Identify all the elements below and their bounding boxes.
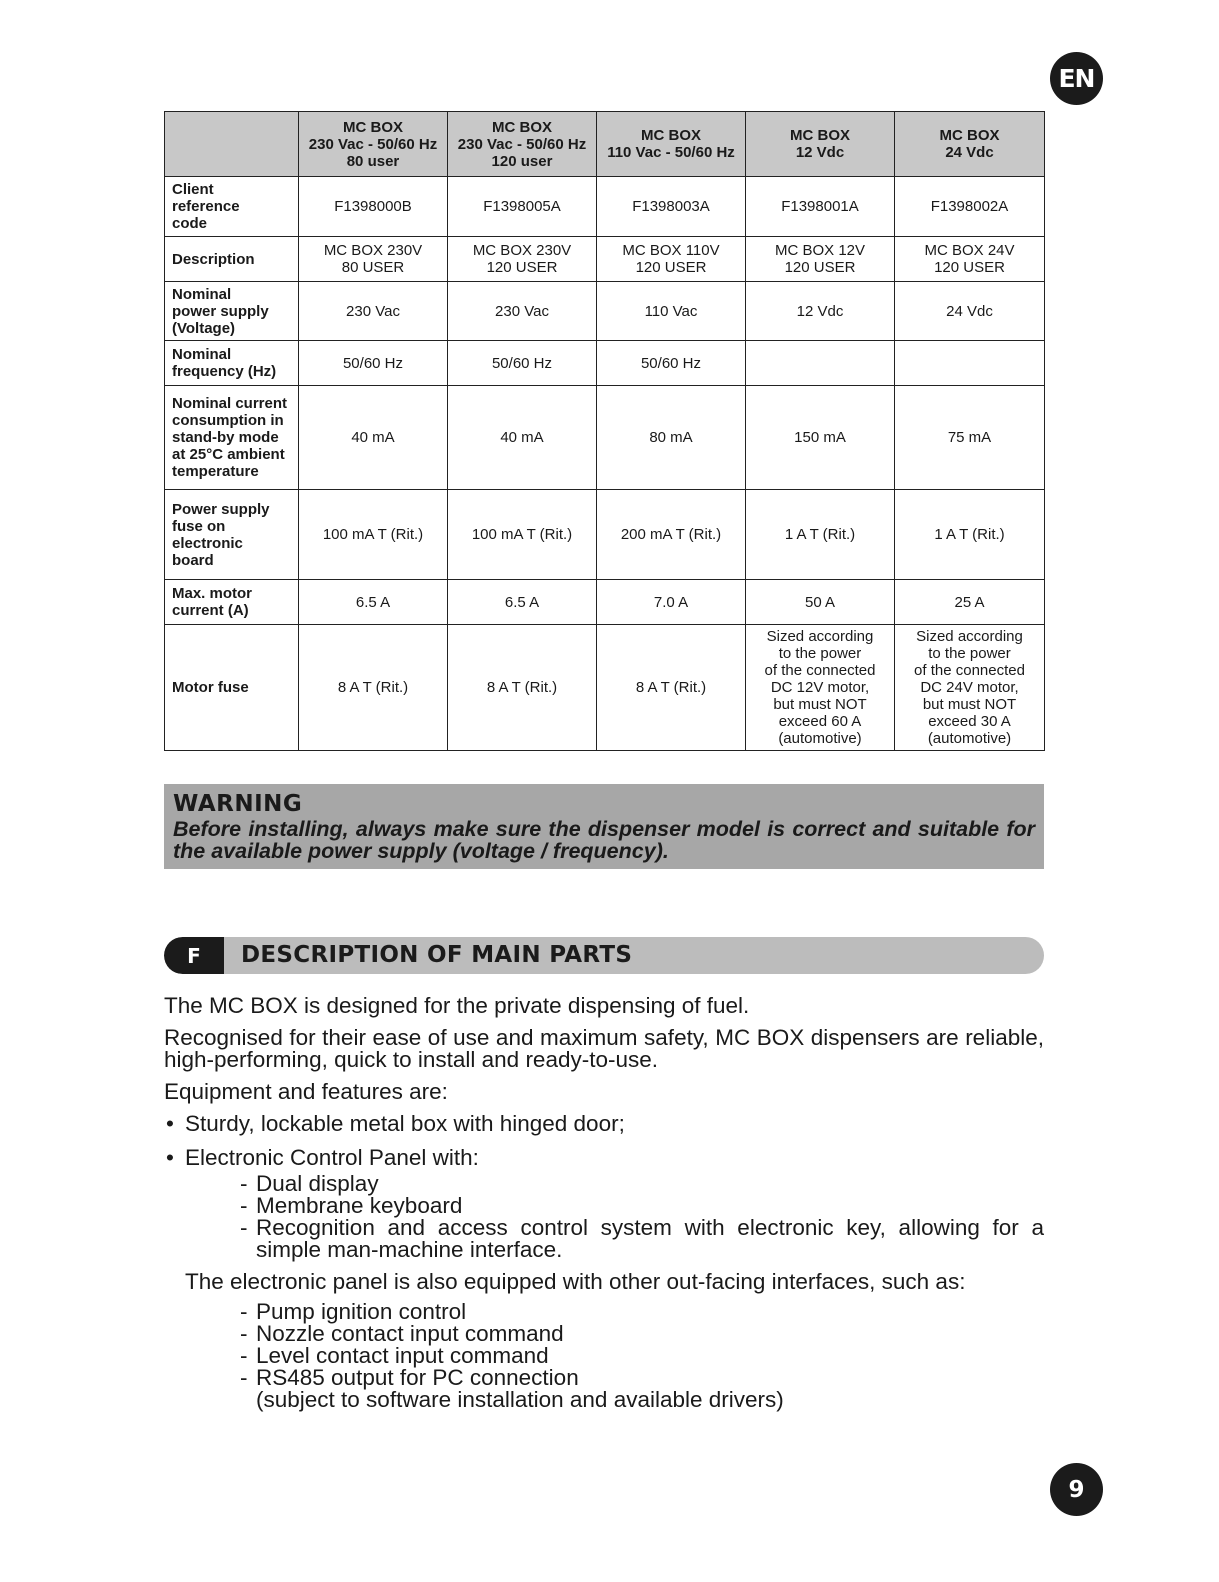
specifications-table bbox=[164, 111, 1045, 751]
table-cell: 1 A T (Rit.) bbox=[895, 490, 1045, 580]
list-item bbox=[240, 1173, 1044, 1195]
list-item bbox=[240, 1217, 1044, 1261]
table-cell bbox=[746, 341, 895, 386]
table-cell: 6.5 A bbox=[299, 580, 448, 625]
row-label: Description bbox=[165, 237, 299, 282]
table-row bbox=[165, 625, 1045, 751]
table-cell: 50/60 Hz bbox=[299, 341, 448, 386]
bullet-text: Electronic Control Panel with: bbox=[185, 1145, 479, 1170]
row-label: Nominal frequency (Hz) bbox=[165, 341, 299, 386]
row-label: Motor fuse bbox=[165, 625, 299, 751]
list-item-text: Membrane keyboard bbox=[256, 1193, 463, 1218]
list-dash: - bbox=[240, 1193, 248, 1218]
equipment-intro: Equipment and features are: bbox=[164, 1079, 448, 1104]
header-cell-model-4: MC BOX 12 Vdc bbox=[746, 112, 895, 177]
table-cell: 50/60 Hz bbox=[597, 341, 746, 386]
section-letter: F bbox=[164, 937, 224, 974]
table-cell: MC BOX 12V 120 USER bbox=[746, 237, 895, 282]
table-cell: F1398002A bbox=[895, 177, 1045, 237]
language-badge: EN bbox=[1050, 52, 1103, 105]
header-cell-model-2: MC BOX 230 Vac - 50/60 Hz 120 user bbox=[448, 112, 597, 177]
list-item bbox=[240, 1301, 1044, 1323]
table-cell: F1398005A bbox=[448, 177, 597, 237]
row-label: Nominal current consumption in stand-by mode at 25°C ambient temperature bbox=[165, 386, 299, 490]
bullet-control-panel bbox=[164, 1147, 1044, 1169]
list-dash: - bbox=[240, 1343, 248, 1368]
list-item-text: Recognition and access control system with electronic key, allowing for a simple man-machine interface. bbox=[256, 1215, 1044, 1262]
row-label: Max. motor current (A) bbox=[165, 580, 299, 625]
page-number: 9 bbox=[1050, 1463, 1103, 1516]
list-item-text: Nozzle contact input command bbox=[256, 1321, 564, 1346]
table-cell: Sized according to the power of the connected DC 12V motor, but must NOT exceed 60 A (automotive) bbox=[746, 625, 895, 751]
table-cell: 100 mA T (Rit.) bbox=[299, 490, 448, 580]
table-cell: 7.0 A bbox=[597, 580, 746, 625]
body-text bbox=[164, 995, 1044, 1421]
list-dash: - bbox=[240, 1299, 248, 1324]
row-label: Client reference code bbox=[165, 177, 299, 237]
table-row bbox=[165, 237, 1045, 282]
table-cell: 230 Vac bbox=[448, 282, 597, 341]
row-label: Power supply fuse on electronic board bbox=[165, 490, 299, 580]
table-cell bbox=[895, 341, 1045, 386]
table-cell: 1 A T (Rit.) bbox=[746, 490, 895, 580]
list-item-text: RS485 output for PC connection (subject to software installation and available drivers) bbox=[256, 1365, 784, 1412]
table-cell: 110 Vac bbox=[597, 282, 746, 341]
row-label: Nominal power supply (Voltage) bbox=[165, 282, 299, 341]
list-item bbox=[240, 1195, 1044, 1217]
section-title: DESCRIPTION OF MAIN PARTS bbox=[241, 942, 633, 968]
table-row bbox=[165, 580, 1045, 625]
table-body bbox=[165, 177, 1045, 751]
table-header bbox=[165, 112, 1045, 177]
bullet-text: Sturdy, lockable metal box with hinged door; bbox=[185, 1111, 625, 1136]
table-cell: 50 A bbox=[746, 580, 895, 625]
interface-items-list bbox=[240, 1301, 1044, 1411]
table-cell: 6.5 A bbox=[448, 580, 597, 625]
bullet-dot: • bbox=[166, 1145, 174, 1170]
table-cell: 150 mA bbox=[746, 386, 895, 490]
table-cell: 25 A bbox=[895, 580, 1045, 625]
table-cell: 230 Vac bbox=[299, 282, 448, 341]
interfaces-intro: The electronic panel is also equipped with other out-facing interfaces, such as: bbox=[185, 1269, 966, 1294]
warning-title: WARNING bbox=[173, 791, 303, 817]
list-dash: - bbox=[240, 1321, 248, 1346]
panel-items-list bbox=[240, 1173, 1044, 1261]
list-item-text: Level contact input command bbox=[256, 1343, 549, 1368]
table-cell: 8 A T (Rit.) bbox=[597, 625, 746, 751]
bullet-dot: • bbox=[166, 1111, 174, 1136]
table-row bbox=[165, 177, 1045, 237]
warning-text: Before installing, always make sure the dispenser model is correct and suitable for the available power supply (voltage / frequency). bbox=[173, 817, 1035, 863]
header-cell-model-5: MC BOX 24 Vdc bbox=[895, 112, 1045, 177]
section-header bbox=[164, 937, 1044, 974]
intro-paragraph: The MC BOX is designed for the private dispensing of fuel. bbox=[164, 993, 750, 1018]
table-cell: 80 mA bbox=[597, 386, 746, 490]
table-cell: 100 mA T (Rit.) bbox=[448, 490, 597, 580]
header-cell-model-3: MC BOX 110 Vac - 50/60 Hz bbox=[597, 112, 746, 177]
table-row bbox=[165, 386, 1045, 490]
table-cell: MC BOX 110V 120 USER bbox=[597, 237, 746, 282]
table-row bbox=[165, 490, 1045, 580]
bullet-metal-box bbox=[164, 1113, 1044, 1135]
table-cell: Sized according to the power of the connected DC 24V motor, but must NOT exceed 30 A (automotive) bbox=[895, 625, 1045, 751]
list-item-text: Pump ignition control bbox=[256, 1299, 467, 1324]
table-cell: 40 mA bbox=[299, 386, 448, 490]
table-cell: 8 A T (Rit.) bbox=[448, 625, 597, 751]
warning-box bbox=[164, 784, 1044, 869]
table-cell: 40 mA bbox=[448, 386, 597, 490]
table-header-row bbox=[165, 112, 1045, 177]
table-cell: 24 Vdc bbox=[895, 282, 1045, 341]
features-paragraph: Recognised for their ease of use and maximum safety, MC BOX dispensers are reliable, high-performing, quick to install and ready-to-use. bbox=[164, 1025, 1044, 1072]
header-cell-empty bbox=[165, 112, 299, 177]
list-dash: - bbox=[240, 1171, 248, 1196]
list-item bbox=[240, 1367, 1044, 1411]
list-dash: - bbox=[240, 1365, 248, 1390]
list-item-text: Dual display bbox=[256, 1171, 379, 1196]
list-item bbox=[240, 1345, 1044, 1367]
header-cell-model-1: MC BOX 230 Vac - 50/60 Hz 80 user bbox=[299, 112, 448, 177]
list-item bbox=[240, 1323, 1044, 1345]
table-cell: 12 Vdc bbox=[746, 282, 895, 341]
list-dash: - bbox=[240, 1215, 248, 1240]
table-cell: MC BOX 230V 80 USER bbox=[299, 237, 448, 282]
table-cell: 50/60 Hz bbox=[448, 341, 597, 386]
table-cell: MC BOX 24V 120 USER bbox=[895, 237, 1045, 282]
table-cell: MC BOX 230V 120 USER bbox=[448, 237, 597, 282]
table-cell: F1398003A bbox=[597, 177, 746, 237]
table-cell: 8 A T (Rit.) bbox=[299, 625, 448, 751]
table-cell: F1398000B bbox=[299, 177, 448, 237]
table-row bbox=[165, 282, 1045, 341]
table-row bbox=[165, 341, 1045, 386]
table-cell: 75 mA bbox=[895, 386, 1045, 490]
table-cell: 200 mA T (Rit.) bbox=[597, 490, 746, 580]
table-cell: F1398001A bbox=[746, 177, 895, 237]
